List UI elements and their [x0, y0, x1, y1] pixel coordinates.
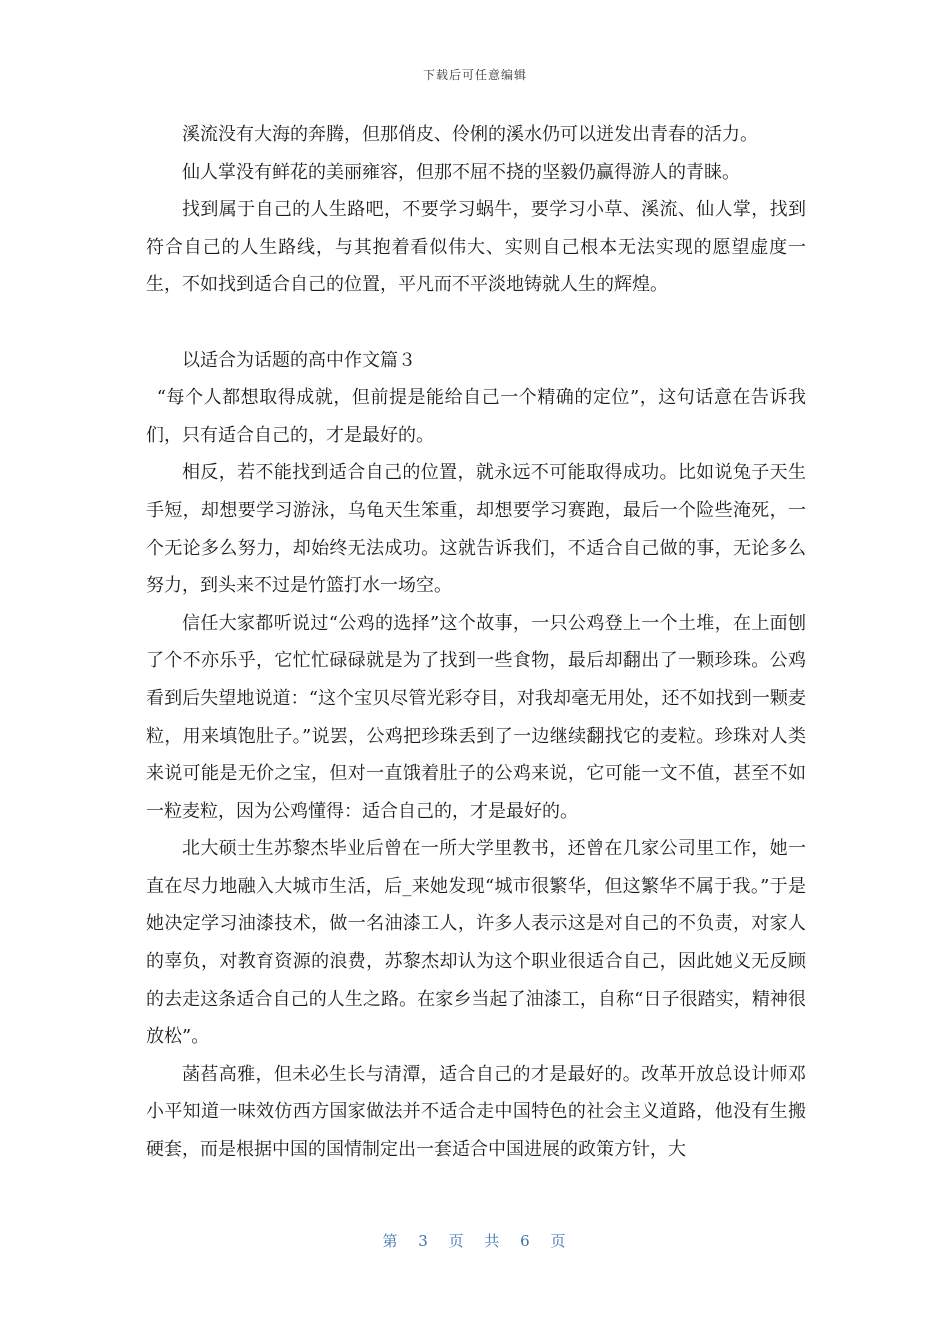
paragraph: “每个人都想取得成就，但前提是能给自己一个精确的定位”，这句话意在告诉我们，只有适合自己的，才是最好的。	[146, 387, 806, 446]
paragraph: 菡萏高雅，但未必生长与清潭，适合自己的才是最好的。改革开放总设计师邓小平知道一味效仿西方国家做法并不适合走中国特色的社会主义道路，他没有生搬硬套，而是根据中国的国情制定出一套适合中国进展的政策方针，大	[146, 1063, 806, 1161]
paragraph: 相反，若不能找到适合自己的位置，就永远不可能取得成功。比如说兔子天生手短，却想要学习游泳，乌龟天生笨重，却想要学习赛跑，最后一个险些淹死，一个无论多么努力，却始终无法成功。这就告诉我们，不适合自己做的事，无论多么努力，到头来不过是竹篮打水一场空。	[146, 462, 806, 597]
paragraph: 仙人掌没有鲜花的美丽雍容，但那不屈不挠的坚毅仍赢得游人的青睐。	[182, 161, 740, 183]
paragraph: 找到属于自己的人生路吧，不要学习蜗牛，要学习小草、溪流、仙人掌，找到符合自己的人生路线，与其抱着看似伟大、实则自己根本无法实现的愿望虚度一生，不如找到适合自己的位置，平凡而不平淡地铸就人生的辉煌。	[146, 199, 806, 296]
paragraph: 北大硕士生苏黎杰毕业后曾在一所大学里教书，还曾在几家公司里工作，她一直在尽力地融入大城市生活，后_来她发现“城市很繁华，但这繁华不属于我。”于是她决定学习油漆技术，做一名油漆工人，许多人表示这是对自己的不负责，对家人的辜负，对教育资源的浪费，苏黎杰却认为这个职业很适合自己，因此她义无反顾的去走这条适合自己的人生之路。在家乡当起了油漆工，自称“日子很踏实，精神很放松”。	[146, 838, 806, 1048]
document-body	[146, 116, 806, 1169]
section-heading: 以适合为话题的高中作文篇３	[182, 349, 416, 371]
page-number: 第 3 页 共 6 页	[382, 1232, 568, 1250]
spacer	[146, 304, 806, 342]
paragraph: 信任大家都听说过“公鸡的选择”这个故事，一只公鸡登上一个土堆，在上面刨了个不亦乐乎，它忙忙碌碌就是为了找到一些食物，最后却翻出了一颗珍珠。公鸡看到后失望地说道：“这个宝贝尽管光彩夺目，对我却毫无用处，还不如找到一颗麦粒，用来填饱肚子。”说罢，公鸡把珍珠丢到了一边继续翻找它的麦粒。珍珠对人类来说可能是无价之宝，但对一直饿着肚子的公鸡来说，它可能一文不值，甚至不如一粒麦粒，因为公鸡懂得：适合自己的，才是最好的。	[146, 612, 806, 822]
paragraph: 溪流没有大海的奔腾，但那俏皮、伶俐的溪水仍可以迸发出青春的活力。	[182, 124, 758, 145]
page-header: 下载后可任意编辑	[422, 68, 527, 82]
